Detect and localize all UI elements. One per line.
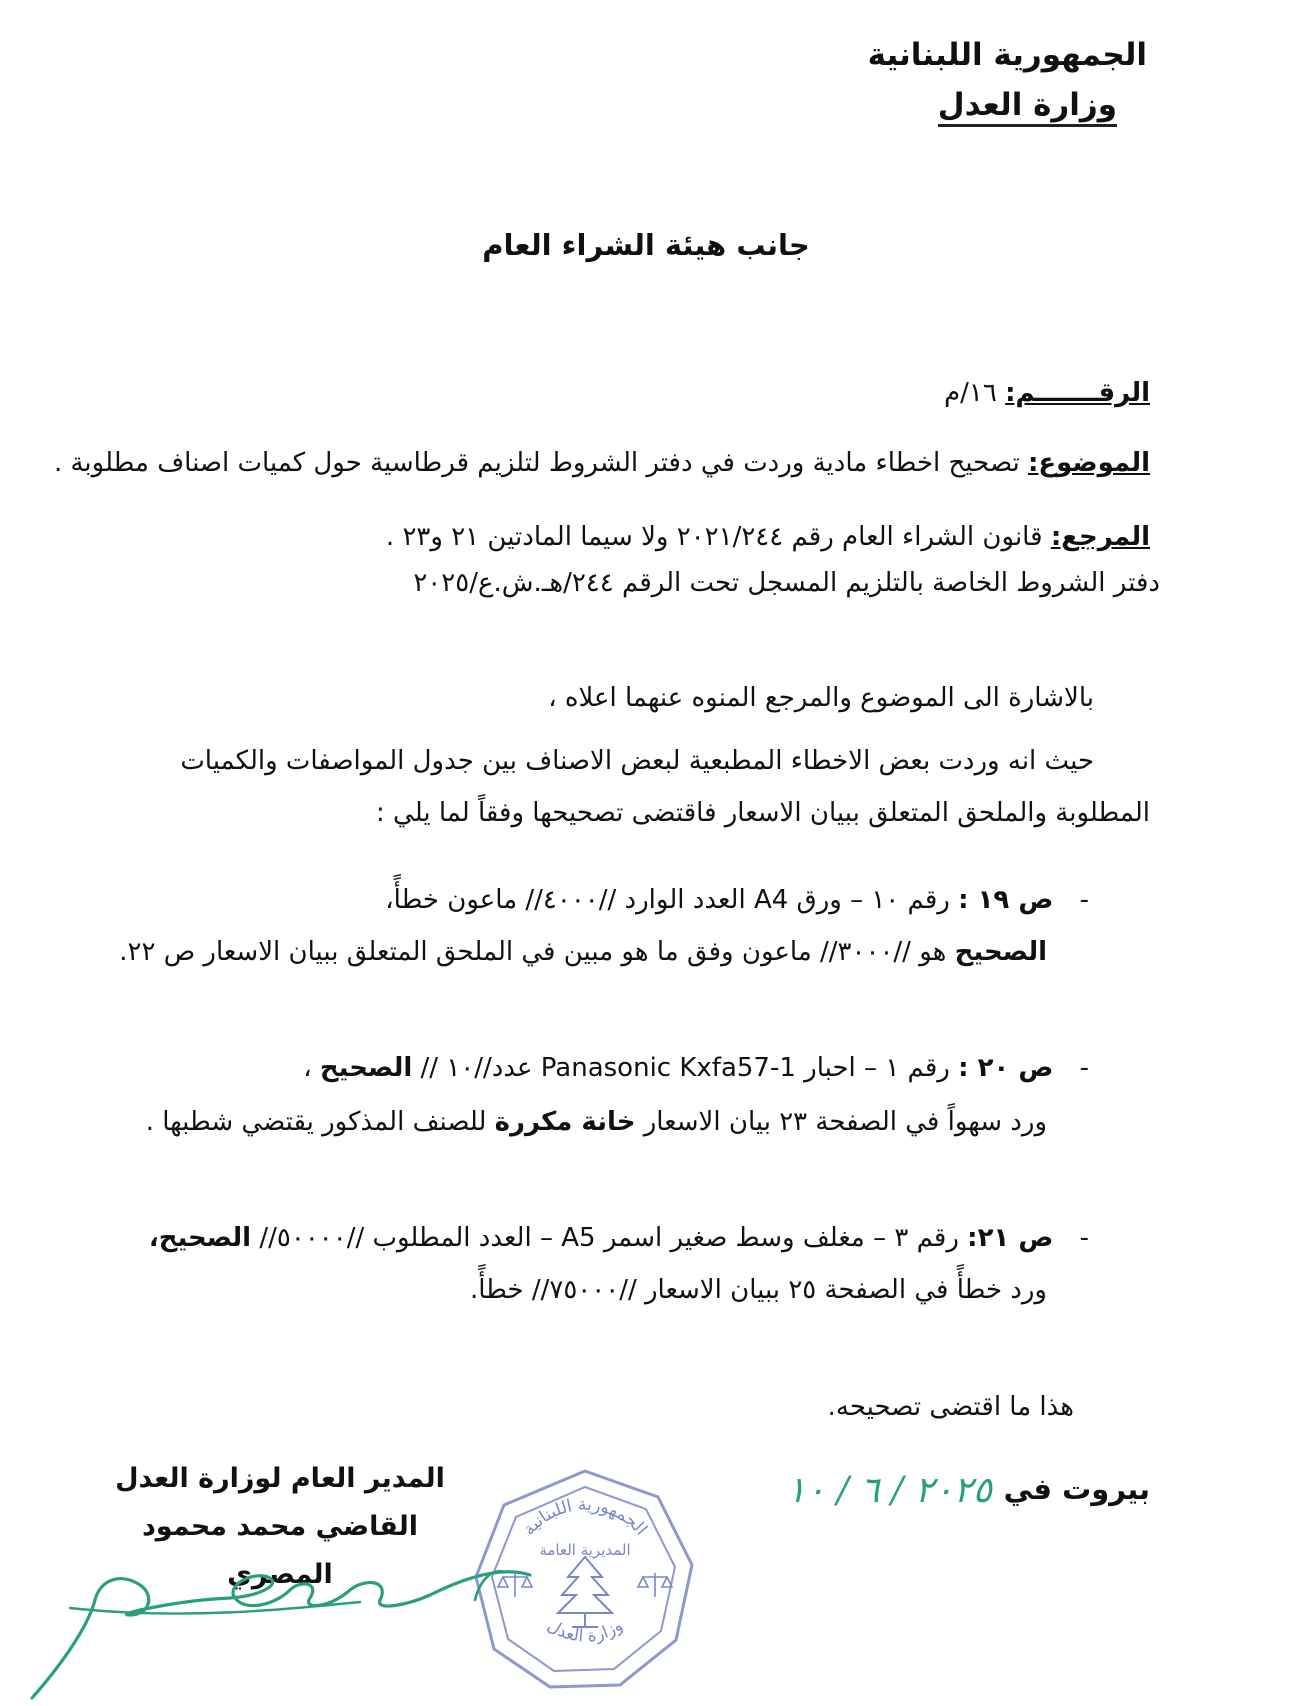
reference-line-1: [386, 522, 1150, 552]
cedar-icon: [558, 1557, 612, 1627]
signatory-name: القاضي محمد محمود المصري: [141, 1511, 419, 1590]
correction-item-2-line-1: [303, 1053, 1089, 1083]
correct-label: الصحيح: [319, 1053, 413, 1083]
handwritten-signature: [30, 1560, 550, 1700]
reference-line-2: دفتر الشروط الخاصة بالتلزيم المسجل تحت الرقم ٢٤٤/هـ.ش.ع/٢٠٢٥: [413, 568, 1160, 598]
item-text: هو //٣٠٠٠// ماعون وفق ما هو مبين في الملحق المتعلق ببيان الاسعار ص ٢٢.: [119, 937, 947, 967]
letterhead: [868, 30, 1147, 130]
letterhead-ministry: وزارة العدل: [938, 87, 1117, 127]
correction-item-1-line-1: [385, 885, 1089, 915]
duplicate-column-label: خانة مكررة: [494, 1107, 636, 1137]
signatory-title: المدير العام لوزارة العدل: [115, 1463, 445, 1494]
page-ref: ص ٢١:: [967, 1223, 1054, 1253]
stamp-text-bottom: وزارة العدل: [543, 1615, 627, 1647]
correct-label: الصحيح،: [148, 1223, 252, 1253]
item-text: رقم ٣ – مغلف وسط صغير اسمر A5 – العدد المطلوب //٥٠٠٠٠//: [259, 1223, 959, 1253]
item-text-tail: ،: [303, 1053, 312, 1083]
item-text: ورد سهواً في الصفحة ٢٣ بيان الاسعار: [643, 1107, 1047, 1137]
item-text: رقم ١٠ – ورق A4 العدد الوارد //٤٠٠٠// ماعون خطأً،: [385, 885, 950, 915]
closing-line: هذا ما اقتضى تصحيحه.: [827, 1392, 1074, 1422]
letterhead-republic: الجمهورية اللبنانية: [867, 37, 1147, 73]
subject-label: الموضوع:: [1028, 448, 1150, 478]
stamp-text-top: الجمهورية اللبنانية: [519, 1494, 651, 1540]
reference-number-value: ١٦/م: [944, 378, 997, 408]
item-text: للصنف المذكور يقتضي شطبها .: [145, 1107, 487, 1137]
addressee: جانب هيئة الشراء العام: [482, 228, 810, 262]
correct-label: الصحيح: [954, 937, 1047, 967]
place-label: بيروت في: [1003, 1472, 1150, 1506]
reference-law: قانون الشراء العام رقم ٢٠٢١/٢٤٤ ولا سيما المادتين ٢١ و٢٣ .: [385, 522, 1043, 552]
correction-item-3-line-1: [149, 1223, 1089, 1253]
bullet-dash: -: [1079, 1223, 1089, 1253]
handwritten-date: ٢٠٢٥ / ٦ / ١٠: [786, 1470, 992, 1511]
reference-label: المرجع:: [1050, 522, 1150, 552]
intro-paragraph: بالاشارة الى الموضوع والمرجع المنوه عنهما اعلاه ،: [548, 683, 1094, 713]
page-ref: ص ٢٠ :: [958, 1053, 1054, 1083]
bullet-dash: -: [1079, 1053, 1089, 1083]
reference-number-label: الرقـــــــم:: [1005, 378, 1150, 408]
subject-text: تصحيح اخطاء مادية وردت في دفتر الشروط لتلزيم قرطاسية حول كميات اصناف مطلوبة .: [53, 448, 1020, 478]
stamp-text-middle: المديرية العامة: [539, 1541, 631, 1559]
item-text: رقم ١ – احبار Panasonic Kxfa57-1 عدد//١٠ //: [420, 1053, 950, 1083]
svg-text:الجمهورية اللبنانية: [519, 1495, 651, 1540]
page-ref: ص ١٩ :: [958, 885, 1054, 915]
correction-item-2-line-2: [146, 1107, 1047, 1137]
subject-line: [54, 448, 1150, 478]
reference-number: [944, 378, 1150, 408]
body-paragraph-line-2: المطلوبة والملحق المتعلق ببيان الاسعار فاقتضى تصحيحها وفقاً لما يلي :: [376, 798, 1150, 828]
correction-item-1-line-2: [119, 937, 1047, 967]
bullet-dash: -: [1079, 885, 1089, 915]
body-paragraph-line-1: حيث انه وردت بعض الاخطاء المطبعية لبعض الاصناف بين جدول المواصفات والكميات: [180, 746, 1094, 776]
correction-item-3-line-2: ورد خطأً في الصفحة ٢٥ ببيان الاسعار //٧٥٠٠٠// خطأً.: [469, 1275, 1047, 1305]
